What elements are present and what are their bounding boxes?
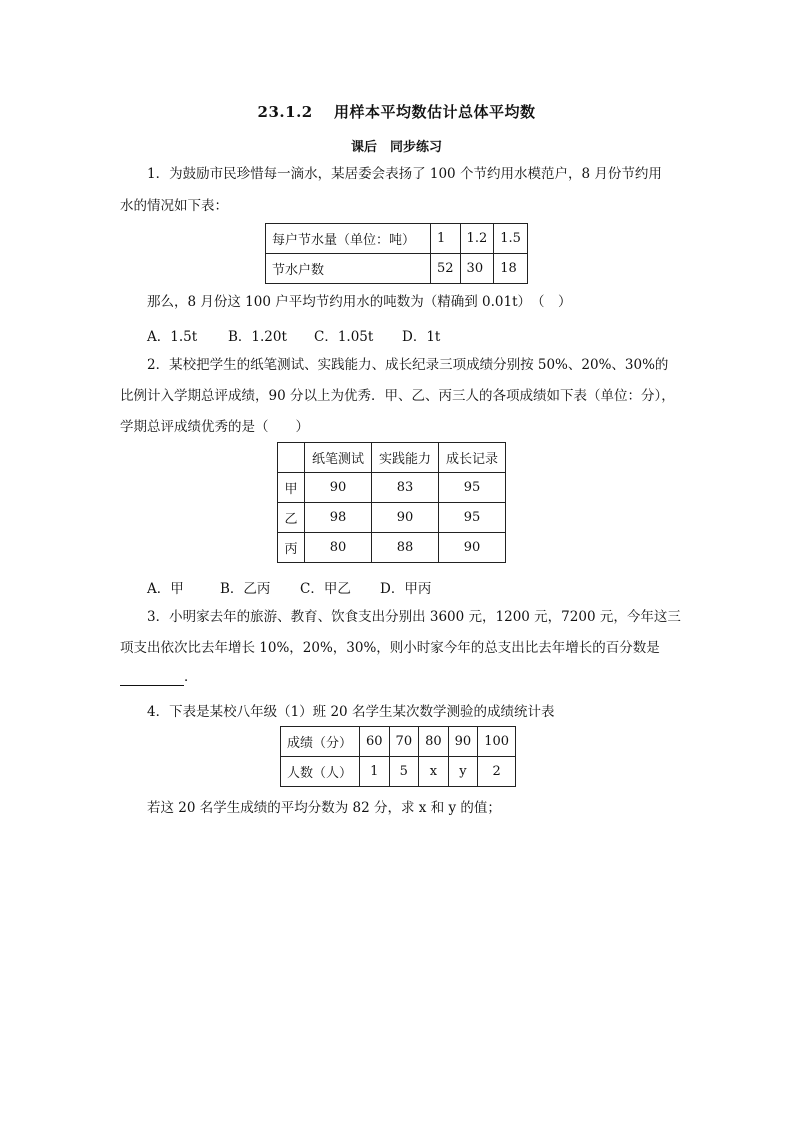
table-cell: 100 — [478, 727, 516, 757]
table-row — [278, 503, 506, 533]
table-cell: y — [448, 757, 478, 787]
q1-table — [265, 223, 528, 284]
table-cell: 每户节水量（单位：吨） — [266, 224, 431, 254]
q1-line-1: 1．为鼓励市民珍惜每一滴水，某居委会表扬了 100 个节约用水模范户，8 月份节约用 — [147, 166, 662, 182]
table-row — [278, 533, 506, 563]
q2-option-c: C．甲乙 — [300, 581, 351, 597]
q4-table — [280, 726, 516, 787]
table-cell: 1 — [431, 224, 461, 254]
table-cell: 60 — [360, 727, 390, 757]
q3-line-2: 项支出依次比去年增长 10%，20%，30%，则小时家今年的总支出比去年增长的百分数是 — [120, 640, 660, 656]
table-cell: 18 — [494, 254, 528, 284]
table-cell: 丙 — [278, 533, 305, 563]
table-cell: 节水户数 — [266, 254, 431, 284]
q2-table — [277, 442, 506, 563]
table-cell: 2 — [478, 757, 516, 787]
table-row — [281, 757, 516, 787]
table-cell: 80 — [419, 727, 449, 757]
page-title: 23.1.2 用样本平均数估计总体平均数 — [257, 103, 536, 121]
table-cell: 90 — [439, 533, 506, 563]
table-row — [266, 254, 528, 284]
table-cell: 90 — [372, 503, 439, 533]
table-cell: 成长记录 — [439, 443, 506, 473]
table-row — [278, 473, 506, 503]
q3-line-1: 3．小明家去年的旅游、教育、饮食支出分别出 3600 元，1200 元，7200 元，今年这三 — [147, 609, 681, 625]
table-cell: 30 — [460, 254, 494, 284]
q2-line-1: 2．某校把学生的纸笔测试、实践能力、成长纪录三项成绩分别按 50%、20%、30%的 — [147, 357, 669, 373]
table-cell: 70 — [389, 727, 419, 757]
table-row — [281, 727, 516, 757]
table-cell: 实践能力 — [372, 443, 439, 473]
table-cell: 80 — [305, 533, 372, 563]
q3-answer-line — [120, 668, 198, 686]
q2-line-2: 比例计入学期总评成绩，90 分以上为优秀．甲、乙、丙三人的各项成绩如下表（单位：分）， — [120, 388, 675, 404]
table-cell: 83 — [372, 473, 439, 503]
table-cell: 乙 — [278, 503, 305, 533]
q2-option-a: A．甲 — [147, 581, 184, 597]
table-row — [278, 443, 506, 473]
table-cell: 成绩（分） — [281, 727, 360, 757]
q4-question: 若这 20 名学生成绩的平均分数为 82 分，求 x 和 y 的值； — [147, 800, 501, 816]
q4-line-1: 4．下表是某校八年级（1）班 20 名学生某次数学测验的成绩统计表 — [147, 704, 555, 720]
table-cell: 1.5 — [494, 224, 528, 254]
answer-blank[interactable] — [120, 671, 184, 686]
q1-option-a: A．1.5t — [147, 329, 198, 345]
q2-line-3: 学期总评成绩优秀的是（ ） — [120, 419, 309, 435]
q3-end: ． — [184, 669, 198, 685]
q2-option-d: D．甲丙 — [380, 581, 432, 597]
table-cell: 1 — [360, 757, 390, 787]
table-cell: 1.2 — [460, 224, 494, 254]
q1-line-2: 水的情况如下表： — [120, 198, 228, 214]
table-cell: x — [419, 757, 449, 787]
table-cell: 52 — [431, 254, 461, 284]
table-cell: 88 — [372, 533, 439, 563]
table-cell: 90 — [448, 727, 478, 757]
q1-option-c: C．1.05t — [314, 329, 374, 345]
table-cell — [278, 443, 305, 473]
table-cell: 纸笔测试 — [305, 443, 372, 473]
table-cell: 甲 — [278, 473, 305, 503]
q1-question: 那么，8 月份这 100 户平均节约用水的吨数为（精确到 0.01t） （ ） — [147, 294, 572, 310]
q2-option-b: B．乙丙 — [220, 581, 271, 597]
table-cell: 5 — [389, 757, 419, 787]
table-row — [266, 224, 528, 254]
table-cell: 90 — [305, 473, 372, 503]
q1-option-d: D．1t — [402, 329, 441, 345]
table-cell: 95 — [439, 473, 506, 503]
table-cell: 人数（人） — [281, 757, 360, 787]
table-cell: 95 — [439, 503, 506, 533]
page-subtitle: 课后 同步练习 — [350, 140, 442, 155]
table-cell: 98 — [305, 503, 372, 533]
q1-option-b: B．1.20t — [228, 329, 287, 345]
